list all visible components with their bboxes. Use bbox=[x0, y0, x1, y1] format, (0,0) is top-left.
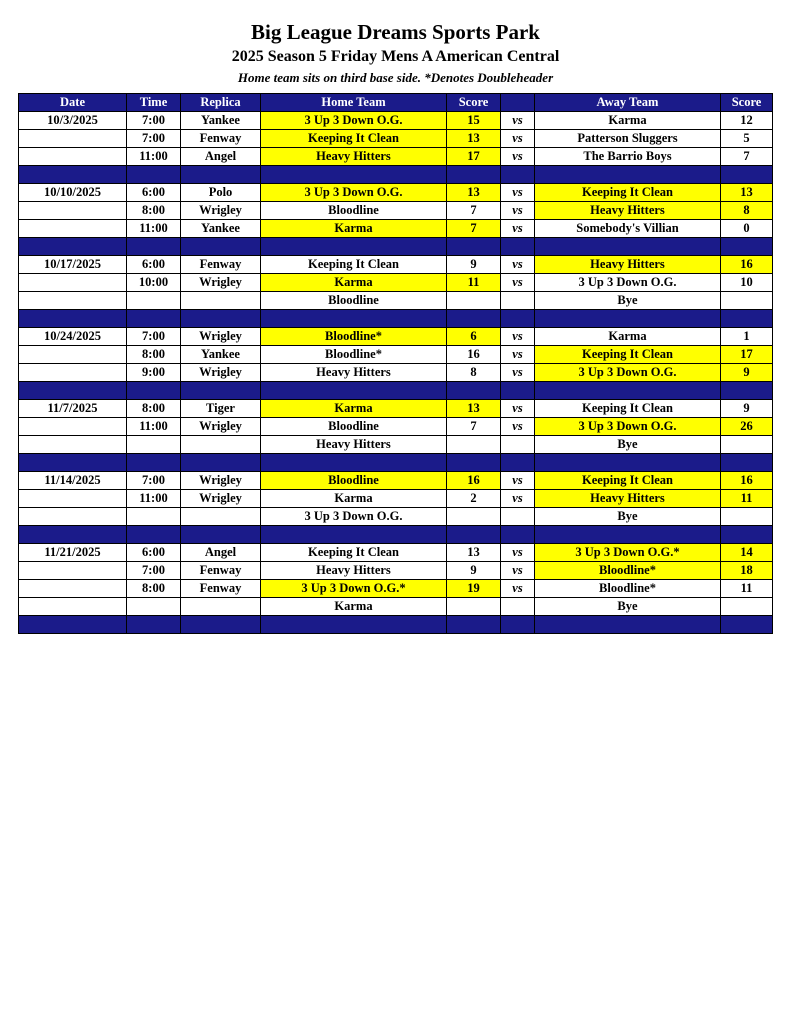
table-row bbox=[19, 220, 773, 238]
home-score-cell: 13 bbox=[447, 544, 501, 562]
home-team-cell: Heavy Hitters bbox=[261, 364, 447, 382]
header-home-team: Home Team bbox=[261, 94, 447, 112]
header-replica: Replica bbox=[181, 94, 261, 112]
separator-cell bbox=[447, 166, 501, 184]
away-team-cell: Somebody's Villian bbox=[535, 220, 721, 238]
table-row bbox=[19, 274, 773, 292]
replica-cell: Wrigley bbox=[181, 418, 261, 436]
separator-cell bbox=[261, 238, 447, 256]
table-row bbox=[19, 328, 773, 346]
away-score-cell: 16 bbox=[721, 472, 773, 490]
vs-cell bbox=[501, 292, 535, 310]
home-team-cell: Keeping It Clean bbox=[261, 256, 447, 274]
home-score-cell: 7 bbox=[447, 220, 501, 238]
time-cell: 11:00 bbox=[127, 418, 181, 436]
home-team-cell: Bloodline* bbox=[261, 328, 447, 346]
table-row bbox=[19, 472, 773, 490]
separator-cell bbox=[447, 382, 501, 400]
separator-cell bbox=[19, 526, 127, 544]
separator-cell bbox=[535, 616, 721, 634]
replica-cell: Fenway bbox=[181, 562, 261, 580]
home-team-cell: Karma bbox=[261, 400, 447, 418]
separator-cell bbox=[535, 238, 721, 256]
replica-cell: Angel bbox=[181, 148, 261, 166]
vs-cell: vs bbox=[501, 184, 535, 202]
replica-cell: Wrigley bbox=[181, 274, 261, 292]
replica-cell: Wrigley bbox=[181, 364, 261, 382]
away-team-cell: 3 Up 3 Down O.G. bbox=[535, 274, 721, 292]
home-team-cell: Karma bbox=[261, 490, 447, 508]
away-team-cell: 3 Up 3 Down O.G.* bbox=[535, 544, 721, 562]
home-score-cell: 11 bbox=[447, 274, 501, 292]
replica-cell bbox=[181, 292, 261, 310]
table-row bbox=[19, 202, 773, 220]
table-row bbox=[19, 184, 773, 202]
away-score-cell: 11 bbox=[721, 490, 773, 508]
separator-row bbox=[19, 310, 773, 328]
home-team-cell: Heavy Hitters bbox=[261, 562, 447, 580]
date-cell: 11/14/2025 bbox=[19, 472, 127, 490]
replica-cell: Angel bbox=[181, 544, 261, 562]
vs-cell: vs bbox=[501, 328, 535, 346]
time-cell: 7:00 bbox=[127, 130, 181, 148]
separator-cell bbox=[501, 382, 535, 400]
home-team-cell: Heavy Hitters bbox=[261, 436, 447, 454]
table-row bbox=[19, 112, 773, 130]
header-row bbox=[19, 94, 773, 112]
home-team-cell: 3 Up 3 Down O.G.* bbox=[261, 580, 447, 598]
header-time: Time bbox=[127, 94, 181, 112]
away-score-cell: 10 bbox=[721, 274, 773, 292]
date-cell bbox=[19, 346, 127, 364]
home-score-cell: 16 bbox=[447, 346, 501, 364]
separator-cell bbox=[501, 454, 535, 472]
time-cell: 10:00 bbox=[127, 274, 181, 292]
home-team-cell: Bloodline* bbox=[261, 346, 447, 364]
away-team-cell: Heavy Hitters bbox=[535, 490, 721, 508]
time-cell: 11:00 bbox=[127, 490, 181, 508]
separator-cell bbox=[261, 382, 447, 400]
away-team-cell: Bye bbox=[535, 292, 721, 310]
home-score-cell: 7 bbox=[447, 202, 501, 220]
home-score-cell: 15 bbox=[447, 112, 501, 130]
separator-cell bbox=[535, 526, 721, 544]
separator-cell bbox=[127, 238, 181, 256]
separator-cell bbox=[261, 454, 447, 472]
replica-cell: Yankee bbox=[181, 112, 261, 130]
time-cell: 11:00 bbox=[127, 148, 181, 166]
separator-cell bbox=[127, 166, 181, 184]
away-team-cell: Keeping It Clean bbox=[535, 184, 721, 202]
table-row bbox=[19, 400, 773, 418]
date-cell bbox=[19, 292, 127, 310]
home-score-cell bbox=[447, 598, 501, 616]
date-cell: 11/21/2025 bbox=[19, 544, 127, 562]
separator-cell bbox=[181, 454, 261, 472]
date-cell: 10/17/2025 bbox=[19, 256, 127, 274]
separator-cell bbox=[535, 454, 721, 472]
replica-cell: Fenway bbox=[181, 580, 261, 598]
away-team-cell: 3 Up 3 Down O.G. bbox=[535, 364, 721, 382]
home-score-cell bbox=[447, 436, 501, 454]
separator-cell bbox=[535, 382, 721, 400]
header-away-score: Score bbox=[721, 94, 773, 112]
away-team-cell: Keeping It Clean bbox=[535, 346, 721, 364]
time-cell: 7:00 bbox=[127, 562, 181, 580]
home-score-cell: 6 bbox=[447, 328, 501, 346]
separator-cell bbox=[721, 238, 773, 256]
date-cell: 10/3/2025 bbox=[19, 112, 127, 130]
home-team-cell: 3 Up 3 Down O.G. bbox=[261, 112, 447, 130]
home-score-cell: 9 bbox=[447, 562, 501, 580]
header-vs bbox=[501, 94, 535, 112]
schedule-table bbox=[18, 93, 773, 634]
date-cell bbox=[19, 562, 127, 580]
separator-cell bbox=[127, 382, 181, 400]
replica-cell: Polo bbox=[181, 184, 261, 202]
separator-row bbox=[19, 526, 773, 544]
time-cell: 6:00 bbox=[127, 544, 181, 562]
date-cell: 10/10/2025 bbox=[19, 184, 127, 202]
away-team-cell: Bloodline* bbox=[535, 562, 721, 580]
table-row bbox=[19, 148, 773, 166]
table-row bbox=[19, 544, 773, 562]
separator-cell bbox=[501, 238, 535, 256]
away-team-cell: Keeping It Clean bbox=[535, 472, 721, 490]
separator-cell bbox=[447, 526, 501, 544]
separator-cell bbox=[447, 454, 501, 472]
header-date: Date bbox=[19, 94, 127, 112]
separator-cell bbox=[447, 238, 501, 256]
page-title: Big League Dreams Sports Park bbox=[251, 20, 540, 44]
vs-cell: vs bbox=[501, 544, 535, 562]
home-score-cell bbox=[447, 508, 501, 526]
separator-cell bbox=[501, 166, 535, 184]
vs-cell: vs bbox=[501, 112, 535, 130]
separator-cell bbox=[19, 310, 127, 328]
away-score-cell: 5 bbox=[721, 130, 773, 148]
home-team-cell: Keeping It Clean bbox=[261, 130, 447, 148]
separator-cell bbox=[127, 526, 181, 544]
vs-cell: vs bbox=[501, 490, 535, 508]
table-row bbox=[19, 292, 773, 310]
away-score-cell bbox=[721, 508, 773, 526]
replica-cell: Wrigley bbox=[181, 472, 261, 490]
separator-cell bbox=[19, 166, 127, 184]
date-cell bbox=[19, 364, 127, 382]
date-cell bbox=[19, 148, 127, 166]
time-cell bbox=[127, 292, 181, 310]
separator-row bbox=[19, 238, 773, 256]
time-cell: 7:00 bbox=[127, 328, 181, 346]
home-team-cell: Bloodline bbox=[261, 472, 447, 490]
time-cell: 8:00 bbox=[127, 580, 181, 598]
away-score-cell: 14 bbox=[721, 544, 773, 562]
header-home-score: Score bbox=[447, 94, 501, 112]
replica-cell: Wrigley bbox=[181, 490, 261, 508]
away-score-cell: 26 bbox=[721, 418, 773, 436]
time-cell: 11:00 bbox=[127, 220, 181, 238]
vs-cell: vs bbox=[501, 202, 535, 220]
table-row bbox=[19, 346, 773, 364]
separator-cell bbox=[127, 616, 181, 634]
vs-cell: vs bbox=[501, 274, 535, 292]
home-team-cell: 3 Up 3 Down O.G. bbox=[261, 508, 447, 526]
away-score-cell bbox=[721, 292, 773, 310]
vs-cell: vs bbox=[501, 130, 535, 148]
home-score-cell: 16 bbox=[447, 472, 501, 490]
away-score-cell: 16 bbox=[721, 256, 773, 274]
time-cell: 8:00 bbox=[127, 202, 181, 220]
away-team-cell: Patterson Sluggers bbox=[535, 130, 721, 148]
schedule-note: Home team sits on third base side. *Denotes Doubleheader bbox=[237, 70, 554, 86]
away-score-cell: 17 bbox=[721, 346, 773, 364]
home-team-cell: Heavy Hitters bbox=[261, 148, 447, 166]
table-row bbox=[19, 598, 773, 616]
away-team-cell: Heavy Hitters bbox=[535, 202, 721, 220]
separator-cell bbox=[447, 310, 501, 328]
away-score-cell: 18 bbox=[721, 562, 773, 580]
separator-cell bbox=[19, 238, 127, 256]
separator-cell bbox=[261, 526, 447, 544]
date-cell bbox=[19, 130, 127, 148]
home-team-cell: Karma bbox=[261, 598, 447, 616]
away-score-cell: 0 bbox=[721, 220, 773, 238]
time-cell: 7:00 bbox=[127, 112, 181, 130]
home-team-cell: Bloodline bbox=[261, 202, 447, 220]
separator-cell bbox=[721, 310, 773, 328]
vs-cell: vs bbox=[501, 580, 535, 598]
separator-cell bbox=[181, 310, 261, 328]
vs-cell: vs bbox=[501, 364, 535, 382]
away-score-cell: 9 bbox=[721, 364, 773, 382]
home-score-cell bbox=[447, 292, 501, 310]
home-score-cell: 2 bbox=[447, 490, 501, 508]
away-team-cell: Bloodline* bbox=[535, 580, 721, 598]
away-score-cell bbox=[721, 598, 773, 616]
away-score-cell bbox=[721, 436, 773, 454]
home-score-cell: 9 bbox=[447, 256, 501, 274]
date-cell bbox=[19, 220, 127, 238]
time-cell: 8:00 bbox=[127, 400, 181, 418]
separator-cell bbox=[181, 238, 261, 256]
date-cell bbox=[19, 274, 127, 292]
time-cell: 9:00 bbox=[127, 364, 181, 382]
vs-cell: vs bbox=[501, 562, 535, 580]
vs-cell: vs bbox=[501, 148, 535, 166]
time-cell: 6:00 bbox=[127, 256, 181, 274]
separator-cell bbox=[181, 526, 261, 544]
separator-cell bbox=[721, 166, 773, 184]
away-score-cell: 11 bbox=[721, 580, 773, 598]
separator-cell bbox=[447, 616, 501, 634]
separator-cell bbox=[127, 310, 181, 328]
time-cell: 8:00 bbox=[127, 346, 181, 364]
separator-cell bbox=[721, 454, 773, 472]
separator-row bbox=[19, 454, 773, 472]
separator-row bbox=[19, 166, 773, 184]
table-row bbox=[19, 256, 773, 274]
table-row bbox=[19, 418, 773, 436]
table-row bbox=[19, 364, 773, 382]
home-score-cell: 17 bbox=[447, 148, 501, 166]
date-cell bbox=[19, 598, 127, 616]
separator-cell bbox=[19, 616, 127, 634]
time-cell: 6:00 bbox=[127, 184, 181, 202]
vs-cell: vs bbox=[501, 472, 535, 490]
away-team-cell: The Barrio Boys bbox=[535, 148, 721, 166]
home-team-cell: Karma bbox=[261, 274, 447, 292]
away-team-cell: Karma bbox=[535, 328, 721, 346]
replica-cell: Tiger bbox=[181, 400, 261, 418]
table-row bbox=[19, 508, 773, 526]
separator-cell bbox=[501, 526, 535, 544]
replica-cell: Wrigley bbox=[181, 202, 261, 220]
away-team-cell: Heavy Hitters bbox=[535, 256, 721, 274]
home-score-cell: 19 bbox=[447, 580, 501, 598]
vs-cell bbox=[501, 508, 535, 526]
date-cell: 11/7/2025 bbox=[19, 400, 127, 418]
schedule-body bbox=[19, 112, 773, 634]
date-cell bbox=[19, 508, 127, 526]
table-row bbox=[19, 436, 773, 454]
date-cell bbox=[19, 436, 127, 454]
header-away-team: Away Team bbox=[535, 94, 721, 112]
replica-cell: Wrigley bbox=[181, 328, 261, 346]
vs-cell: vs bbox=[501, 418, 535, 436]
away-team-cell: Bye bbox=[535, 598, 721, 616]
separator-cell bbox=[127, 454, 181, 472]
replica-cell bbox=[181, 436, 261, 454]
separator-cell bbox=[721, 616, 773, 634]
vs-cell: vs bbox=[501, 220, 535, 238]
home-team-cell: Bloodline bbox=[261, 292, 447, 310]
separator-cell bbox=[181, 616, 261, 634]
separator-cell bbox=[535, 310, 721, 328]
time-cell bbox=[127, 598, 181, 616]
home-team-cell: Keeping It Clean bbox=[261, 544, 447, 562]
separator-cell bbox=[19, 382, 127, 400]
separator-row bbox=[19, 382, 773, 400]
date-cell bbox=[19, 202, 127, 220]
separator-cell bbox=[181, 166, 261, 184]
table-row bbox=[19, 580, 773, 598]
date-cell bbox=[19, 580, 127, 598]
away-score-cell: 9 bbox=[721, 400, 773, 418]
vs-cell: vs bbox=[501, 400, 535, 418]
separator-cell bbox=[181, 382, 261, 400]
away-team-cell: Bye bbox=[535, 508, 721, 526]
table-row bbox=[19, 490, 773, 508]
vs-cell: vs bbox=[501, 346, 535, 364]
time-cell: 7:00 bbox=[127, 472, 181, 490]
separator-cell bbox=[721, 382, 773, 400]
away-team-cell: 3 Up 3 Down O.G. bbox=[535, 418, 721, 436]
home-team-cell: Karma bbox=[261, 220, 447, 238]
league-title: 2025 Season 5 Friday Mens A American Central bbox=[231, 48, 560, 66]
replica-cell: Yankee bbox=[181, 220, 261, 238]
vs-cell bbox=[501, 436, 535, 454]
home-score-cell: 8 bbox=[447, 364, 501, 382]
away-score-cell: 12 bbox=[721, 112, 773, 130]
away-score-cell: 1 bbox=[721, 328, 773, 346]
away-score-cell: 8 bbox=[721, 202, 773, 220]
away-score-cell: 7 bbox=[721, 148, 773, 166]
separator-cell bbox=[261, 616, 447, 634]
home-score-cell: 7 bbox=[447, 418, 501, 436]
time-cell bbox=[127, 508, 181, 526]
separator-cell bbox=[261, 310, 447, 328]
home-team-cell: 3 Up 3 Down O.G. bbox=[261, 184, 447, 202]
replica-cell: Yankee bbox=[181, 346, 261, 364]
away-team-cell: Keeping It Clean bbox=[535, 400, 721, 418]
separator-cell bbox=[535, 166, 721, 184]
replica-cell: Fenway bbox=[181, 130, 261, 148]
away-score-cell: 13 bbox=[721, 184, 773, 202]
date-cell bbox=[19, 418, 127, 436]
separator-cell bbox=[501, 616, 535, 634]
separator-cell bbox=[19, 454, 127, 472]
replica-cell bbox=[181, 508, 261, 526]
away-team-cell: Bye bbox=[535, 436, 721, 454]
replica-cell: Fenway bbox=[181, 256, 261, 274]
separator-cell bbox=[501, 310, 535, 328]
separator-cell bbox=[721, 526, 773, 544]
home-team-cell: Bloodline bbox=[261, 418, 447, 436]
separator-cell bbox=[261, 166, 447, 184]
time-cell bbox=[127, 436, 181, 454]
table-row bbox=[19, 562, 773, 580]
replica-cell bbox=[181, 598, 261, 616]
table-row bbox=[19, 130, 773, 148]
home-score-cell: 13 bbox=[447, 184, 501, 202]
vs-cell bbox=[501, 598, 535, 616]
away-team-cell: Karma bbox=[535, 112, 721, 130]
home-score-cell: 13 bbox=[447, 130, 501, 148]
date-cell: 10/24/2025 bbox=[19, 328, 127, 346]
vs-cell: vs bbox=[501, 256, 535, 274]
date-cell bbox=[19, 490, 127, 508]
separator-row bbox=[19, 616, 773, 634]
home-score-cell: 13 bbox=[447, 400, 501, 418]
